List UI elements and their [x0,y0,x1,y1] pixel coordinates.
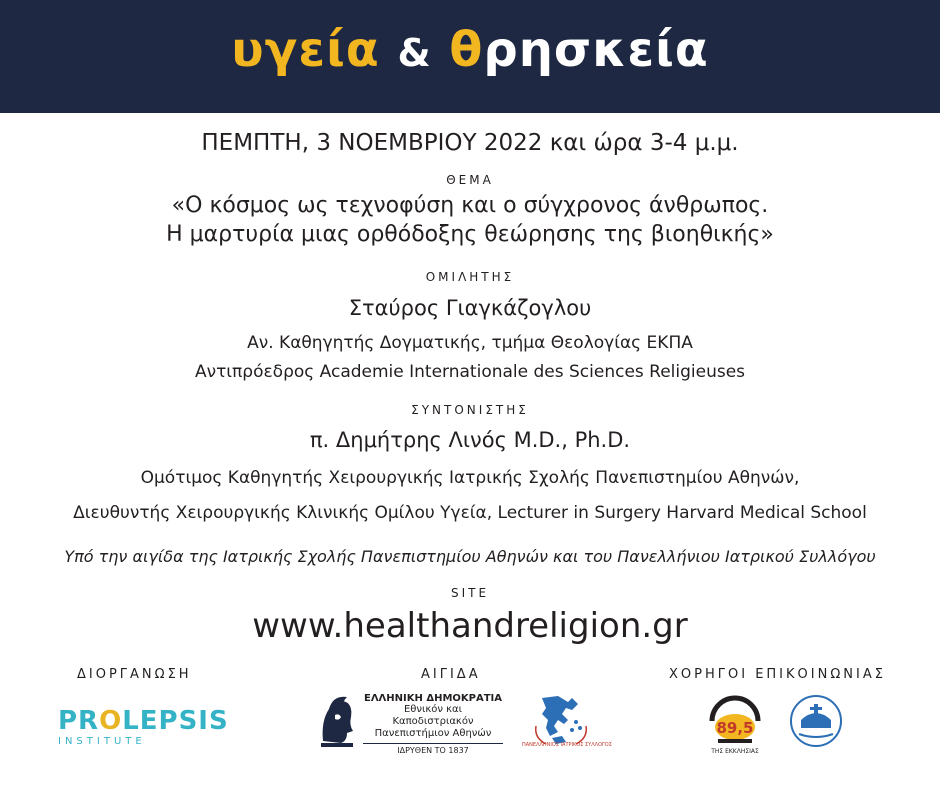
pis-caption: ΠΑΝΕΛΛΗΝΙΟΣ ΙΑΤΡΙΚΟΣ ΣΥΛΛΟΓΟΣ [522,742,612,748]
moderator-label: ΣΥΝΤΟΝΙΣΤΗΣ [411,403,529,417]
ekpa-line-1: ΕΛΛΗΝΙΚΗ ΔΗΜΟΚΡΑΤΙΑ [363,693,503,704]
prolepsis-word-b: LEPSIS [122,706,229,736]
topic-line-2: Η μαρτυρία μιας ορθόδοξης θεώρησης της βιοηθικής» [166,222,774,247]
prolepsis-wordmark [58,706,229,736]
topic-title [0,191,940,249]
moderator-role-2: Διευθυντής Χειρουργικής Κλινικής Ομίλου Υγεία, Lecturer in Surgery Harvard Medical School [73,503,867,523]
moderator-role-1: Ομότιμος Καθηγητής Χειρουργικής Ιατρικής Σχολής Πανεπιστημίου Αθηνών, [140,468,800,488]
radio-frequency: 89,5 [716,719,754,737]
site-label: SITE [450,586,490,600]
topic-line-1: «Ο κόσμος ως τεχνοφύση και ο σύγχρονος άνθρωπος. [171,193,769,218]
speaker-label: ΟΜΙΛΗΤΗΣ [425,270,515,284]
prolepsis-subtitle: INSTITUTE [58,736,146,747]
prolepsis-logo [58,706,229,747]
speaker-role-2: Αντιπρόεδρος Academie Internationale des Sciences Religieuses [194,362,746,382]
radio-caption: ΤΗΣ ΕΚΚΛΗΣΙΑΣ [711,748,759,755]
page-title [0,22,940,78]
prolepsis-word-o: O [99,706,123,736]
ekpa-line-4: ΙΔΡΥΘΕΝ ΤΟ 1837 [363,743,503,755]
prolepsis-word-a: PR [58,706,100,736]
patronage-label: ΑΙΓΙΔΑ [421,667,481,682]
athena-emblem-icon [313,691,361,751]
header-banner [0,0,940,113]
title-ampersand: & [397,31,432,75]
media-sponsors-label: ΧΟΡΗΓΟΙ ΕΠΙΚΟΙΝΩΝΙΑΣ [669,667,886,682]
ekpa-line-2: Εθνικόν και Καποδιστριακόν [392,704,474,727]
title-word-health: υγεία [231,22,380,78]
speaker-role-1: Αν. Καθηγητής Δογματικής, τμήμα Θεολογίας ΕΚΠΑ [247,333,693,353]
event-date: ΠΕΜΠΤΗ, 3 ΝΟΕΜΒΡΙΟΥ 2022 και ώρα 3-4 μ.μ. [201,130,739,156]
patronage-note: Υπό την αιγίδα της Ιατρικής Σχολής Πανεπιστημίου Αθηνών και του Πανελλήνιου Ιατρικού Συλλόγου [64,547,876,566]
church-icon [789,694,843,748]
ekpa-logo-text [363,693,503,755]
title-word-religion: ρησκεία [483,22,709,78]
organizer-label: ΔΙΟΡΓΑΝΩΣΗ [77,667,192,682]
ekpa-line-3: Πανεπιστήμιον Αθηνών [374,728,492,739]
site-url-link[interactable]: www.healthandreligion.gr [252,606,688,646]
speaker-name: Σταύρος Γιαγκάζογλου [348,296,592,320]
title-word-religion-initial: θ [449,22,484,78]
moderator-name: π. Δημήτρης Λινός M.D., Ph.D. [309,428,631,452]
topic-label: ΘΕΜΑ [446,173,494,187]
